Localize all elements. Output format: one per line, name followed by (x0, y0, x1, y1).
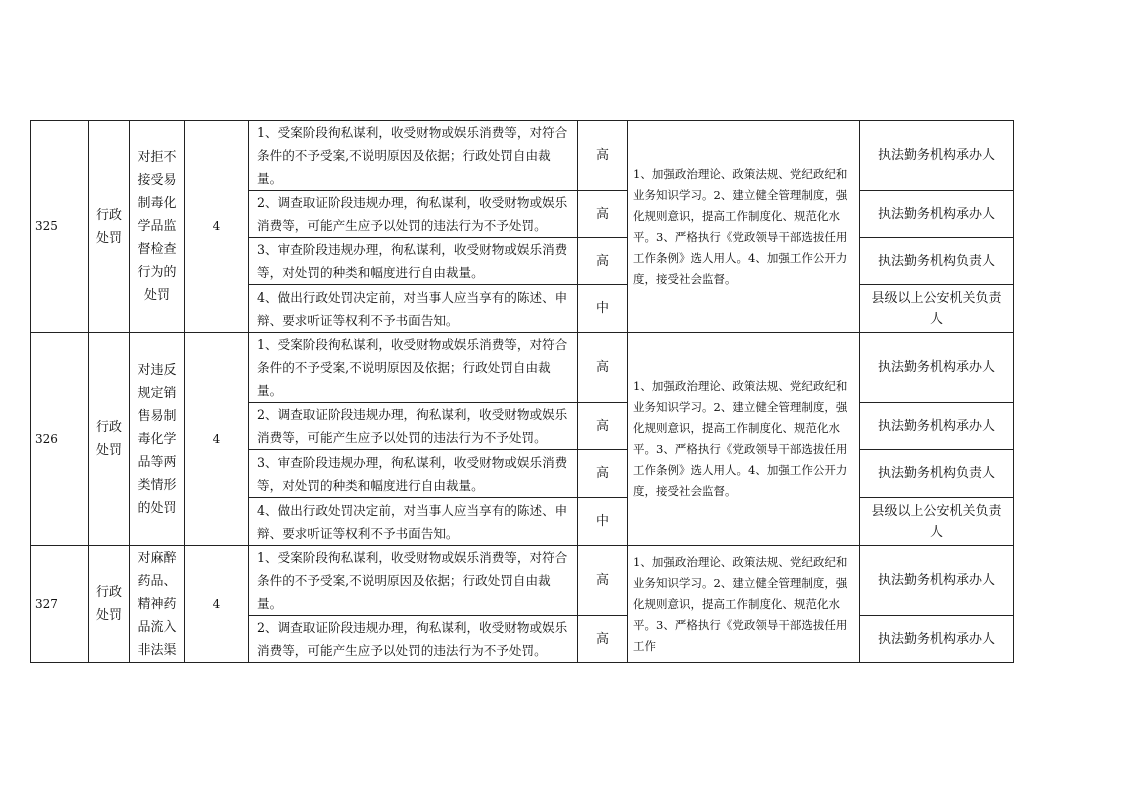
table-row (31, 333, 1014, 403)
risk-point: 4、做出行政处罚决定前，对当事人应当享有的陈述、申辩、要求听证等权利不予书面告知。 (249, 498, 578, 546)
risk-point: 1、受案阶段徇私谋利，收受财物或娱乐消费等，对符合条件的不予受案,不说明原因及依据；行政处罚自由裁量。 (249, 333, 578, 403)
risk-point: 1、受案阶段徇私谋利，收受财物或娱乐消费等，对符合条件的不予受案,不说明原因及依据；行政处罚自由裁量。 (249, 121, 578, 191)
risk-point: 2、调查取证阶段违规办理，徇私谋利，收受财物或娱乐消费等，可能产生应予以处罚的违法行为不予处罚。 (249, 403, 578, 450)
risk-level: 高 (578, 616, 628, 663)
risk-level: 高 (578, 403, 628, 450)
responsible-party: 执法勤务机构承办人 (860, 616, 1014, 663)
responsible-party: 执法勤务机构负责人 (860, 238, 1014, 285)
risk-point: 2、调查取证阶段违规办理，徇私谋利，收受财物或娱乐消费等，可能产生应予以处罚的违法行为不予处罚。 (249, 616, 578, 663)
item-name: 对麻醉药品、精神药品流入非法渠 (130, 546, 185, 663)
risk-point: 3、审查阶段违规办理，徇私谋利，收受财物或娱乐消费等，对处罚的种类和幅度进行自由裁量。 (249, 238, 578, 285)
prevention-measures: 1、加强政治理论、政策法规、党纪政纪和业务知识学习。2、建立健全管理制度，强化规则意识，提高工作制度化、规范化水平。3、严格执行《党政领导干部选拔任用工作条例》选人用人。4、加强工作公开力度，接受社会监督。 (628, 333, 860, 546)
item-name: 对拒不接受易制毒化学品监督检查行为的处罚 (130, 121, 185, 333)
risk-count: 4 (185, 546, 249, 663)
risk-level: 中 (578, 285, 628, 333)
risk-level: 高 (578, 191, 628, 238)
responsible-party: 执法勤务机构承办人 (860, 333, 1014, 403)
item-name: 对违反规定销售易制毒化学品等两类情形的处罚 (130, 333, 185, 546)
risk-point: 1、受案阶段徇私谋利，收受财物或娱乐消费等，对符合条件的不予受案,不说明原因及依据；行政处罚自由裁量。 (249, 546, 578, 616)
responsible-party: 县级以上公安机关负责人 (860, 498, 1014, 546)
risk-point: 3、审查阶段违规办理，徇私谋利，收受财物或娱乐消费等，对处罚的种类和幅度进行自由裁量。 (249, 450, 578, 498)
responsible-party: 执法勤务机构承办人 (860, 546, 1014, 616)
risk-count: 4 (185, 333, 249, 546)
responsible-party: 执法勤务机构承办人 (860, 403, 1014, 450)
prevention-measures: 1、加强政治理论、政策法规、党纪政纪和业务知识学习。2、建立健全管理制度，强化规则意识，提高工作制度化、规范化水平。3、严格执行《党政领导干部选拔任用工作 (628, 546, 860, 663)
risk-count: 4 (185, 121, 249, 333)
risk-level: 高 (578, 121, 628, 191)
item-type: 行政处罚 (89, 333, 130, 546)
risk-level: 高 (578, 238, 628, 285)
risk-point: 4、做出行政处罚决定前，对当事人应当享有的陈述、申辩、要求听证等权利不予书面告知。 (249, 285, 578, 333)
item-number: 326 (31, 333, 89, 546)
responsible-party: 执法勤务机构承办人 (860, 121, 1014, 191)
item-number: 327 (31, 546, 89, 663)
risk-level: 高 (578, 333, 628, 403)
table-row (31, 121, 1014, 191)
item-type: 行政处罚 (89, 121, 130, 333)
responsible-party: 县级以上公安机关负责人 (860, 285, 1014, 333)
risk-level: 高 (578, 546, 628, 616)
risk-level: 中 (578, 498, 628, 546)
responsible-party: 执法勤务机构承办人 (860, 191, 1014, 238)
responsible-party: 执法勤务机构负责人 (860, 450, 1014, 498)
risk-table (30, 120, 1014, 663)
item-number: 325 (31, 121, 89, 333)
risk-table-sheet (30, 120, 1014, 663)
prevention-measures: 1、加强政治理论、政策法规、党纪政纪和业务知识学习。2、建立健全管理制度，强化规则意识，提高工作制度化、规范化水平。3、严格执行《党政领导干部选拔任用工作条例》选人用人。4、加强工作公开力度，接受社会监督。 (628, 121, 860, 333)
risk-point: 2、调查取证阶段违规办理，徇私谋利，收受财物或娱乐消费等，可能产生应予以处罚的违法行为不予处罚。 (249, 191, 578, 238)
risk-level: 高 (578, 450, 628, 498)
item-type: 行政处罚 (89, 546, 130, 663)
table-row (31, 546, 1014, 616)
